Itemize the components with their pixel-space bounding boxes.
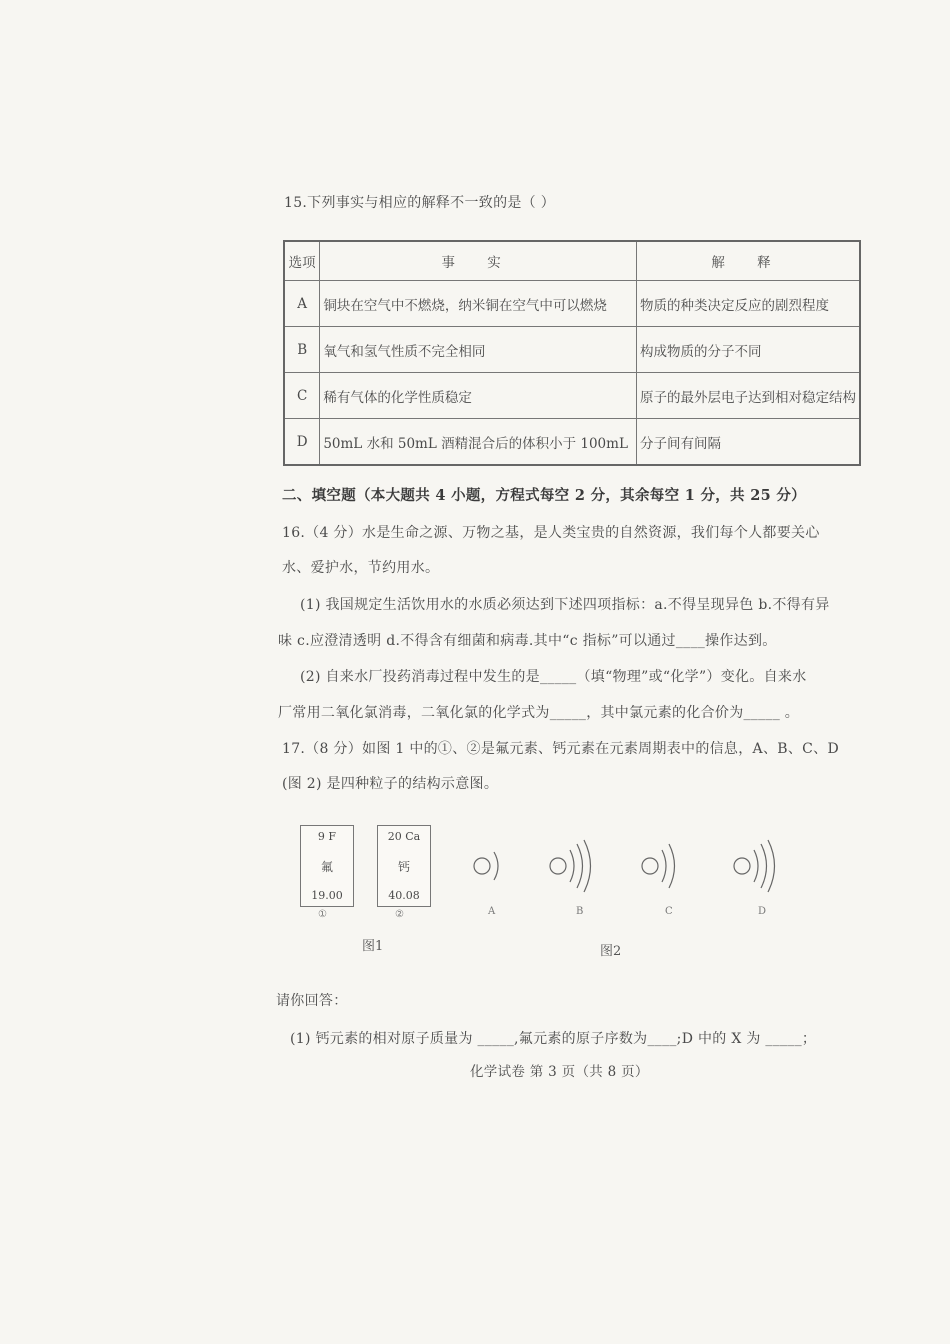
atom-label-d: D (758, 906, 767, 917)
card-mark: ② (395, 909, 404, 920)
card-mark: ① (318, 909, 327, 920)
atom-diagram-c (642, 844, 675, 888)
section-2-title: 二、填空题（本大题共 4 小题，方程式每空 2 分，其余每空 1 分，共 25 分） (282, 487, 806, 504)
facts-table (283, 240, 861, 466)
row-option: C (284, 373, 320, 419)
row-explanation: 构成物质的分子不同 (636, 327, 860, 373)
q17-subquestion-1: (1) 钙元素的相对原子质量为 _____,氟元素的原子序数为____;D 中的 X 为 _____； (290, 1031, 817, 1047)
row-option: B (284, 327, 320, 373)
answer-prompt: 请你回答： (276, 993, 348, 1009)
q16-line-5: (2) 自来水厂投药消毒过程中发生的是_____（填“物理”或“化学”）变化。自来水 (300, 669, 807, 685)
row-option: A (284, 281, 320, 327)
element-card-fluorine (300, 825, 354, 907)
element-number: 20 Ca (387, 830, 421, 843)
row-option: D (284, 419, 320, 466)
table-row (284, 327, 860, 373)
element-mass: 19.00 (311, 889, 343, 902)
figure-2-label: 图2 (600, 944, 622, 959)
atom-label-c: C (665, 906, 673, 917)
header-option: 选项 (284, 241, 320, 281)
row-fact: 稀有气体的化学性质稳定 (320, 373, 637, 419)
atom-diagram-d (734, 840, 775, 892)
header-fact: 事 实 (320, 241, 637, 281)
element-name: 氟 (320, 860, 333, 874)
question-15: 15.下列事实与相应的解释不一致的是（ ） (284, 195, 556, 211)
atom-label-a: A (488, 906, 496, 917)
row-fact: 氧气和氢气性质不完全相同 (320, 327, 637, 373)
table-row (284, 373, 860, 419)
table-header-row (284, 241, 860, 281)
row-fact: 50mL 水和 50mL 酒精混合后的体积小于 100mL (320, 419, 637, 466)
atom-diagrams (460, 828, 800, 908)
q16-line-1: 16.（4 分）水是生命之源、万物之基，是人类宝贵的自然资源，我们每个人都要关心 (282, 525, 820, 541)
element-mass: 40.08 (388, 889, 420, 902)
element-card-calcium (377, 825, 431, 907)
q16-line-6: 厂常用二氧化氯消毒，二氧化氯的化学式为_____，其中氯元素的化合价为_____ 。 (278, 705, 800, 721)
table-row (284, 281, 860, 327)
figure-1-label: 图1 (362, 939, 384, 954)
q17-line-1: 17.（8 分）如图 1 中的①、②是氟元素、钙元素在元素周期表中的信息，A、B、C、D (282, 741, 839, 757)
page-footer: 化学试卷 第 3 页（共 8 页） (470, 1064, 649, 1080)
table-row (284, 419, 860, 466)
q17-line-2: (图 2) 是四种粒子的结构示意图。 (282, 776, 499, 792)
row-explanation: 物质的种类决定反应的剧烈程度 (636, 281, 860, 327)
row-explanation: 原子的最外层电子达到相对稳定结构 (636, 373, 860, 419)
element-name: 钙 (397, 860, 410, 874)
header-explanation: 解 释 (636, 241, 860, 281)
atom-label-b: B (576, 906, 584, 917)
atom-diagram-b (550, 840, 591, 892)
q16-line-2: 水、爱护水，节约用水。 (282, 560, 440, 576)
q16-line-3: (1) 我国规定生活饮用水的水质必须达到下述四项指标：a.不得呈现异色 b.不得有异 (300, 597, 830, 613)
atom-diagram-a (474, 852, 498, 880)
row-fact: 铜块在空气中不燃烧，纳米铜在空气中可以燃烧 (320, 281, 637, 327)
row-explanation: 分子间有间隔 (636, 419, 860, 466)
q16-line-4: 味 c.应澄清透明 d.不得含有细菌和病毒.其中“c 指标”可以通过____操作达到。 (278, 633, 777, 649)
element-number: 9 F (317, 830, 337, 843)
